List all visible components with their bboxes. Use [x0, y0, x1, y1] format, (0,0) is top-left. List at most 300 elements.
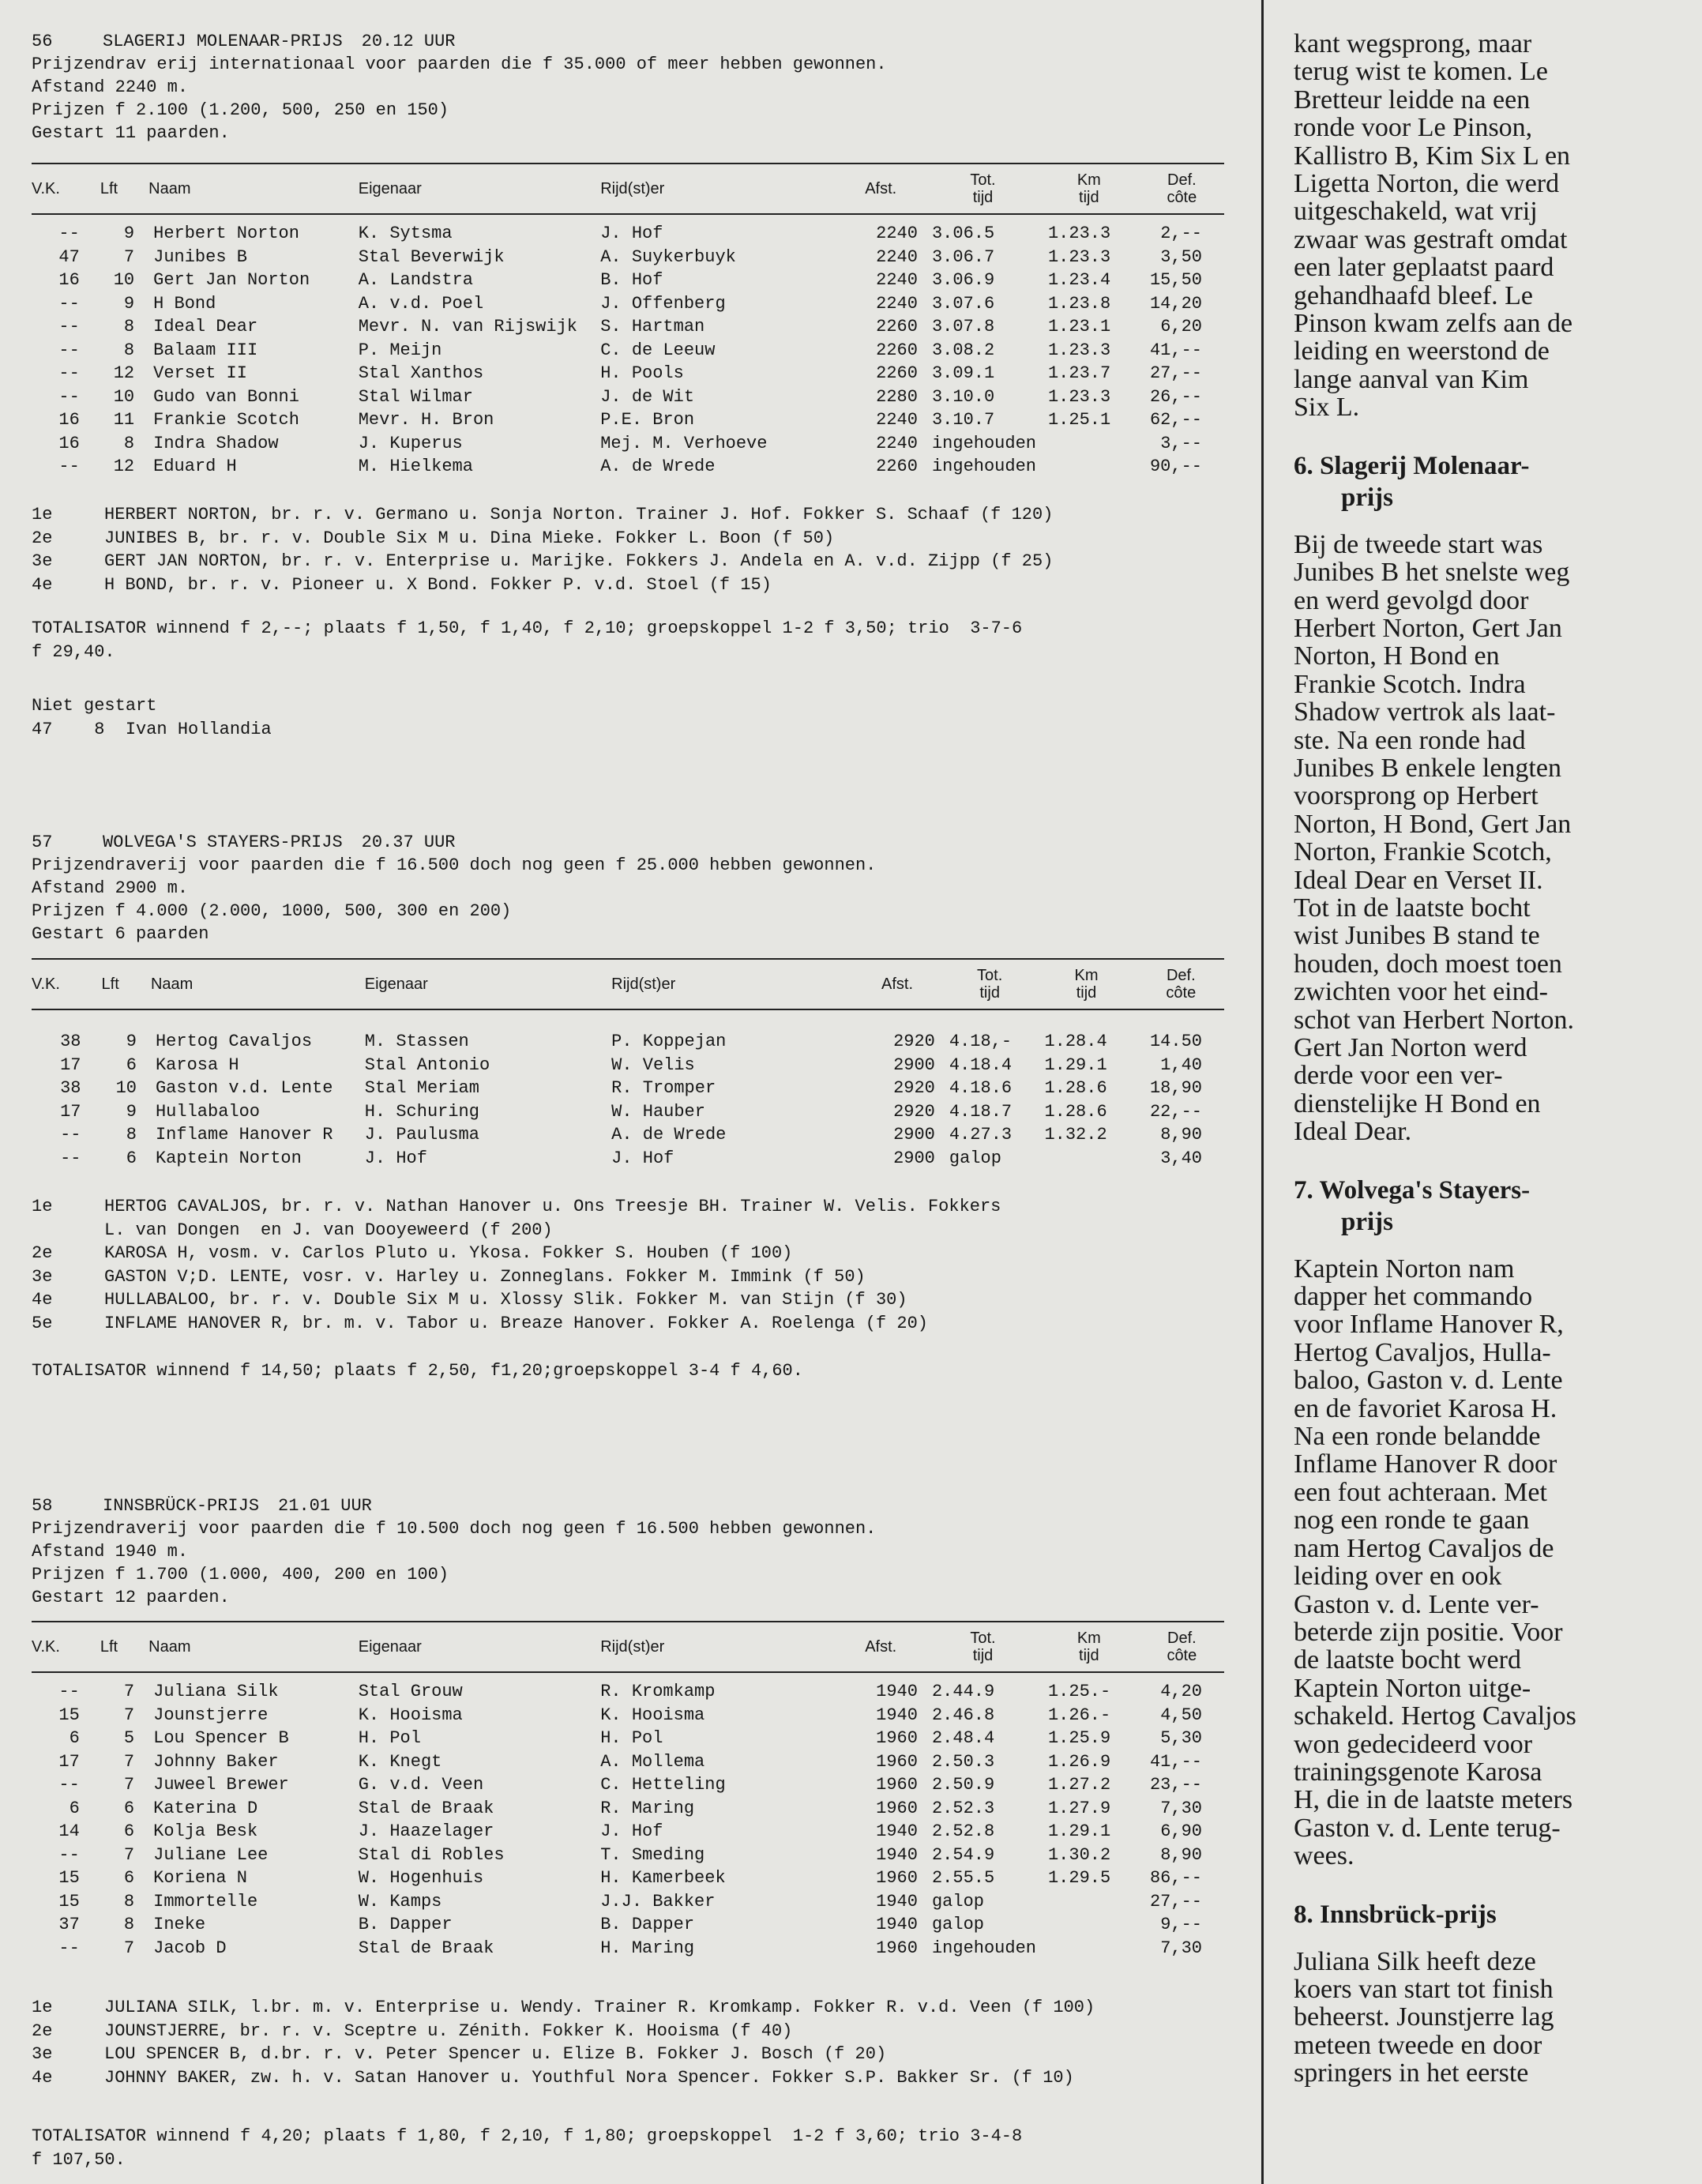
cell-def-cote: 8,90	[1160, 1844, 1202, 1865]
header-tot-tijd	[927, 1622, 1039, 1672]
totalisator-line: TOTALISATOR winnend f 14,50; plaats f 2,50, f1,20;groepskoppel 3-4 f 4,60.	[32, 1361, 803, 1381]
cell-lft: 10	[113, 270, 135, 291]
table-row	[32, 246, 1224, 269]
placing-position: 4e	[32, 1290, 53, 1310]
cell-def-cote: 41,--	[1149, 340, 1202, 360]
header-rijder	[600, 164, 834, 214]
header-def-cote	[1140, 164, 1224, 214]
commentary-line: Norton, H Bond en	[1294, 641, 1500, 671]
placing-position: 3e	[32, 551, 53, 571]
race-heading	[32, 30, 1224, 53]
cell-vk: 15	[58, 1891, 80, 1911]
cell-tot-tijd: ingehouden	[931, 1938, 1036, 1958]
race-number: 57	[32, 833, 53, 852]
cell-lft: 8	[123, 433, 135, 453]
table-row	[32, 1727, 1224, 1750]
cell-tot-tijd: 2.52.3	[931, 1798, 995, 1818]
placing-position: 2e	[32, 528, 53, 548]
cell-naam: Karosa H	[155, 1054, 239, 1075]
commentary-line: leiding over en ook	[1294, 1562, 1502, 1592]
cell-afst: 2240	[876, 433, 918, 453]
cell-naam: Frankie Scotch	[153, 410, 299, 430]
race-starters: Gestart 11 paarden.	[32, 123, 230, 143]
cell-km-tijd: 1.23.8	[1047, 293, 1111, 314]
cell-eigenaar: A. Landstra	[358, 270, 473, 291]
commentary-line: dapper het commando	[1294, 1282, 1533, 1312]
cell-tot-tijd: galop	[931, 1891, 984, 1911]
header-label: Lft	[100, 1638, 118, 1656]
header-tot-tijd	[927, 164, 1039, 214]
cell-afst: 2280	[876, 386, 918, 407]
table-row	[32, 339, 1224, 363]
cell-lft: 10	[115, 1078, 137, 1099]
header-afst	[834, 1622, 926, 1672]
commentary-line: houden, doch moest toen	[1294, 949, 1562, 979]
cell-def-cote: 14.50	[1149, 1032, 1202, 1052]
header-lft	[102, 959, 151, 1009]
table-row	[32, 385, 1224, 409]
placing-text: INFLAME HANOVER R, br. m. v. Tabor u. Breaze Hanover. Fokker A. Roelenga (f 20)	[104, 1313, 928, 1333]
cell-rijder: S. Hartman	[600, 317, 705, 337]
race-time: 21.01 UUR	[278, 1496, 372, 1516]
cell-vk: --	[58, 1938, 80, 1958]
cell-rijder: R. Kromkamp	[600, 1682, 716, 1702]
paragraph-gap	[1294, 1930, 1681, 1948]
cell-vk: --	[58, 457, 80, 477]
placing-line	[32, 527, 1224, 551]
header-label: Rijd(st)er	[611, 975, 676, 993]
commentary-line: Norton, Frankie Scotch,	[1294, 837, 1552, 867]
cell-tot-tijd: 3.07.8	[931, 317, 995, 337]
cell-lft: 6	[126, 1054, 137, 1075]
cell-naam: Kaptein Norton	[155, 1148, 302, 1168]
header-def-cote	[1138, 959, 1224, 1009]
commentary-line: springers in het eerste	[1294, 2058, 1529, 2088]
cell-km-tijd: 1.23.3	[1047, 246, 1111, 267]
race-distance: Afstand 1940 m.	[32, 1542, 189, 1562]
commentary-line: voor Inflame Hanover R,	[1294, 1310, 1564, 1340]
placing-line	[32, 1312, 1224, 1336]
placing-line	[32, 573, 1224, 597]
header-label: Afst.	[881, 975, 914, 993]
header-label: Lft	[101, 975, 119, 993]
header-label: Km	[1076, 1630, 1101, 1647]
table-row	[32, 1030, 1224, 1054]
header-vk	[32, 164, 100, 214]
cell-rijder: C. Hetteling	[600, 1775, 726, 1795]
totalisator-line: TOTALISATOR winnend f 4,20; plaats f 1,80, f 2,10, f 1,80; groepskoppel 1-2 f 3,60; trio 3-4-8	[32, 2126, 1023, 2146]
commentary-line: schot van Herbert Norton.	[1294, 1005, 1575, 1035]
cell-rijder: B. Hof	[600, 270, 663, 291]
cell-lft: 7	[123, 1705, 135, 1725]
results-table	[32, 163, 1224, 479]
cell-lft: 12	[113, 363, 135, 384]
cell-afst: 2920	[893, 1101, 935, 1122]
paragraph-gap	[1294, 1146, 1681, 1175]
cell-vk: 6	[69, 1728, 80, 1749]
race-commentary-column	[1294, 30, 1681, 2088]
cell-afst: 2920	[893, 1078, 935, 1099]
cell-rijder: R. Tromper	[611, 1078, 716, 1099]
column-divider	[1261, 0, 1264, 2184]
totalisator-line: f 29,40.	[32, 641, 115, 662]
commentary-line: Kaptein Norton uitge-	[1294, 1673, 1531, 1703]
header-label: Naam	[148, 180, 191, 197]
cell-rijder: W. Velis	[611, 1054, 695, 1075]
cell-naam: Balaam III	[153, 340, 258, 360]
commentary-line: en werd gevolgd door	[1294, 585, 1529, 615]
table-row	[32, 408, 1224, 432]
commentary-line: voorsprong op Herbert	[1294, 781, 1539, 811]
totalisator-block	[32, 1359, 1224, 1383]
header-label: Eigenaar	[364, 975, 428, 993]
cell-tot-tijd: galop	[949, 1148, 1001, 1168]
section-heading: prijs	[1341, 483, 1393, 512]
table-row	[32, 1866, 1224, 1890]
table-row	[32, 1890, 1224, 1914]
cell-afst: 2900	[893, 1148, 935, 1168]
cell-def-cote: 27,--	[1149, 363, 1202, 384]
cell-lft: 7	[123, 1751, 135, 1772]
placing-line	[32, 2043, 1224, 2066]
header-km-tijd	[1035, 959, 1137, 1009]
cell-afst: 2920	[893, 1032, 935, 1052]
cell-def-cote: 5,30	[1160, 1728, 1202, 1749]
cell-afst: 2240	[876, 293, 918, 314]
commentary-line: schakeld. Hertog Cavaljos	[1294, 1701, 1576, 1731]
cell-naam: Verset II	[153, 363, 247, 384]
cell-km-tijd: 1.23.3	[1047, 386, 1111, 407]
placing-text: HULLABALOO, br. r. v. Double Six M u. Xlossy Slik. Fokker M. van Stijn (f 30)	[104, 1290, 907, 1310]
cell-eigenaar: A. v.d. Poel	[358, 293, 484, 314]
race-conditions: Prijzendraverij voor paarden die f 10.500 doch nog geen f 16.500 hebben gewonnen.	[32, 1519, 877, 1539]
header-eigenaar	[359, 164, 600, 214]
cell-tot-tijd: 2.46.8	[931, 1705, 995, 1725]
cell-eigenaar: W. Kamps	[358, 1891, 442, 1911]
cell-def-cote: 22,--	[1149, 1101, 1202, 1122]
cell-def-cote: 3,--	[1160, 433, 1202, 453]
cell-lft: 9	[126, 1032, 137, 1052]
cell-lft: 7	[123, 1844, 135, 1865]
header-label: Km	[1076, 171, 1101, 189]
header-label: V.K.	[32, 1638, 60, 1656]
cell-naam: Hertog Cavaljos	[155, 1032, 313, 1052]
table-row	[32, 315, 1224, 339]
cell-eigenaar: Stal di Robles	[358, 1844, 505, 1865]
cell-lft: 7	[123, 1775, 135, 1795]
race-56	[32, 30, 1224, 145]
cell-rijder: H. Pools	[600, 363, 684, 384]
cell-km-tijd	[1039, 1913, 1140, 1937]
cell-naam: Eduard H	[153, 457, 237, 477]
niet-gestart-label: Niet gestart	[32, 696, 157, 716]
commentary-line: Junibes B enkele lengten	[1294, 753, 1561, 783]
commentary-line: gehandhaafd bleef. Le	[1294, 280, 1533, 310]
cell-vk: 15	[58, 1868, 80, 1889]
cell-rijder: R. Maring	[600, 1798, 695, 1818]
cell-km-tijd: 1.23.1	[1047, 317, 1111, 337]
commentary-line: meteen tweede en door	[1294, 2030, 1542, 2060]
table-row	[32, 455, 1224, 479]
cell-naam: Ineke	[153, 1915, 206, 1935]
placing-line	[32, 2066, 1224, 2090]
cell-lft: 10	[113, 386, 135, 407]
placing-text: JUNIBES B, br. r. v. Double Six M u. Dina Mieke. Fokker L. Boon (f 50)	[104, 528, 835, 548]
cell-eigenaar: Stal Meriam	[364, 1078, 479, 1099]
header-label-sub: tijd	[1076, 984, 1097, 1002]
cell-tot-tijd: 2.55.5	[931, 1868, 995, 1889]
commentary-line: uitgeschakeld, wat vrij	[1294, 197, 1538, 227]
cell-eigenaar: G. v.d. Veen	[358, 1775, 484, 1795]
cell-def-cote: 6,90	[1160, 1821, 1202, 1842]
race-time: 20.37 UUR	[361, 833, 456, 852]
commentary-line: een later geplaatst paard	[1294, 253, 1554, 283]
section-heading: 6. Slagerij Molenaar-	[1294, 451, 1530, 480]
placing-text: GASTON V;D. LENTE, vosr. v. Harley u. Zonneglans. Fokker M. Immink (f 50)	[104, 1266, 866, 1287]
cell-lft: 6	[123, 1821, 135, 1842]
placings	[32, 1996, 1224, 2089]
header-label: Def.	[1167, 171, 1197, 189]
table-row	[32, 1100, 1224, 1124]
cell-def-cote: 7,30	[1160, 1938, 1202, 1958]
cell-tot-tijd: 2.44.9	[931, 1682, 995, 1702]
cell-afst: 1960	[876, 1798, 918, 1818]
table-row	[32, 1913, 1224, 1937]
spacer	[32, 1009, 1224, 1022]
cell-def-cote: 6,20	[1160, 317, 1202, 337]
cell-eigenaar: Stal Antonio	[364, 1054, 490, 1075]
commentary-line: Herbert Norton, Gert Jan	[1294, 613, 1562, 643]
cell-eigenaar: Stal Wilmar	[358, 386, 473, 407]
cell-rijder: J. de Wit	[600, 386, 695, 407]
cell-def-cote: 2,--	[1160, 224, 1202, 244]
commentary-line: Juliana Silk heeft deze	[1294, 1946, 1536, 1976]
cell-naam: Ideal Dear	[153, 317, 258, 337]
placing-position: 1e	[32, 1197, 53, 1216]
cell-def-cote: 23,--	[1149, 1775, 1202, 1795]
cell-afst: 1940	[876, 1682, 918, 1702]
commentary-line: H, die in de laatste meters	[1294, 1785, 1573, 1815]
race-conditions: Prijzendraverij voor paarden die f 16.500 doch nog geen f 25.000 hebben gewonnen.	[32, 855, 877, 875]
cell-lft: 6	[126, 1148, 137, 1168]
race-number: 56	[32, 32, 53, 51]
header-label: V.K.	[32, 975, 60, 993]
cell-naam: Gaston v.d. Lente	[155, 1078, 333, 1099]
cell-tot-tijd: 3.07.6	[931, 293, 995, 314]
cell-afst: 2240	[876, 270, 918, 291]
cell-afst: 1940	[876, 1844, 918, 1865]
cell-naam: Herbert Norton	[153, 224, 299, 244]
commentary-line: Bretteur leidde na een	[1294, 85, 1531, 115]
header-label: Tot.	[970, 171, 996, 189]
commentary-line: Tot in de laatste bocht	[1294, 893, 1531, 923]
cell-def-cote: 15,50	[1149, 270, 1202, 291]
paragraph-gap	[1294, 513, 1681, 531]
totalisator-line: TOTALISATOR winnend f 2,--; plaats f 1,50, f 1,40, f 2,10; groepskoppel 1-2 f 3,50; trio 3-7-6	[32, 618, 1023, 638]
cell-km-tijd: 1.29.5	[1047, 1868, 1111, 1889]
placing-text: JOUNSTJERRE, br. r. v. Sceptre u. Zénith. Fokker K. Hooisma (f 40)	[104, 2020, 793, 2041]
section-heading: 7. Wolvega's Stayers-	[1294, 1175, 1531, 1205]
commentary-line: Ideal Dear en Verset II.	[1294, 865, 1543, 895]
header-afst	[834, 164, 926, 214]
cell-km-tijd: 1.26.9	[1047, 1751, 1111, 1772]
cell-afst: 2900	[893, 1125, 935, 1145]
cell-def-cote: 8,90	[1160, 1125, 1202, 1145]
cell-rijder: A. de Wrede	[611, 1125, 727, 1145]
commentary-line: beterde zijn positie. Voor	[1294, 1617, 1563, 1647]
table-row	[32, 1750, 1224, 1774]
placing-position: 3e	[32, 2044, 53, 2064]
cell-lft: 5	[123, 1728, 135, 1749]
placing-text: JULIANA SILK, l.br. m. v. Enterprise u. Wendy. Trainer R. Kromkamp. Fokker R. v.d. Veen (f 100)	[104, 1998, 1095, 2017]
commentary-line: Na een ronde belandde	[1294, 1422, 1541, 1452]
paragraph-gap	[1294, 1238, 1681, 1255]
placing-position: 3e	[32, 1266, 53, 1287]
cell-tot-tijd: ingehouden	[931, 433, 1036, 453]
header-label: Naam	[148, 1638, 191, 1656]
cell-km-tijd: 1.27.9	[1047, 1798, 1111, 1818]
cell-def-cote: 18,90	[1149, 1078, 1202, 1099]
cell-def-cote: 4,50	[1160, 1705, 1202, 1725]
placing-line	[32, 550, 1224, 573]
placings	[32, 503, 1224, 596]
commentary-line: Gert Jan Norton werd	[1294, 1033, 1527, 1062]
cell-naam: Juliane Lee	[153, 1844, 269, 1865]
cell-eigenaar: M. Hielkema	[358, 457, 473, 477]
cell-vk: 16	[58, 433, 80, 453]
cell-eigenaar: B. Dapper	[358, 1915, 453, 1935]
cell-afst: 2260	[876, 363, 918, 384]
commentary-line: Kallistro B, Kim Six L en	[1294, 141, 1571, 171]
cell-naam: Johnny Baker	[153, 1751, 279, 1772]
commentary-line: een fout achteraan. Met	[1294, 1477, 1547, 1507]
cell-afst: 1940	[876, 1891, 918, 1911]
cell-eigenaar: K. Hooisma	[358, 1705, 463, 1725]
cell-afst: 1960	[876, 1775, 918, 1795]
placings	[32, 1195, 1224, 1335]
cell-def-cote: 7,30	[1160, 1798, 1202, 1818]
header-def-cote	[1140, 1622, 1224, 1672]
cell-lft: 8	[123, 1891, 135, 1911]
cell-vk: 37	[58, 1915, 80, 1935]
race-prizes: Prijzen f 1.700 (1.000, 400, 200 en 100)	[32, 1565, 449, 1584]
cell-tot-tijd: 2.50.9	[931, 1775, 995, 1795]
cell-tot-tijd: 2.52.8	[931, 1821, 995, 1842]
placing-text: HERBERT NORTON, br. r. v. Germano u. Sonja Norton. Trainer J. Hof. Fokker S. Schaaf (f 120)	[104, 505, 1054, 524]
header-rijder	[611, 959, 850, 1009]
header-label-sub: côte	[1167, 189, 1197, 206]
placing-line	[32, 1288, 1224, 1312]
cell-rijder: J. Hof	[611, 1148, 674, 1168]
cell-lft: 9	[126, 1101, 137, 1122]
cell-km-tijd: 1.25.9	[1047, 1728, 1111, 1749]
commentary-line: Norton, H Bond, Gert Jan	[1294, 809, 1572, 839]
cell-eigenaar: W. Hogenhuis	[358, 1868, 484, 1889]
cell-km-tijd: 1.30.2	[1047, 1844, 1111, 1865]
race-58	[32, 1494, 1224, 1609]
cell-rijder: Mej. M. Verhoeve	[600, 433, 768, 453]
cell-vk: 17	[60, 1054, 81, 1075]
cell-rijder: J. Hof	[600, 224, 663, 244]
table-row	[32, 1773, 1224, 1797]
race-number: 58	[32, 1496, 53, 1516]
commentary-line: leiding en weerstond de	[1294, 336, 1550, 367]
table-row	[32, 1077, 1224, 1100]
cell-eigenaar: Mevr. H. Bron	[358, 410, 494, 430]
header-label: Naam	[150, 975, 193, 993]
cell-def-cote: 27,--	[1149, 1891, 1202, 1911]
cell-rijder: T. Smeding	[600, 1844, 705, 1865]
cell-tot-tijd: ingehouden	[931, 457, 1036, 477]
placing-position: 1e	[32, 1998, 53, 2017]
header-label-sub: côte	[1166, 984, 1197, 1002]
cell-lft: 8	[123, 340, 135, 360]
header-label: Rijd(st)er	[600, 180, 665, 197]
cell-def-cote: 4,20	[1160, 1682, 1202, 1702]
cell-vk: 16	[58, 410, 80, 430]
cell-tot-tijd: 2.50.3	[931, 1751, 995, 1772]
cell-eigenaar: Mevr. N. van Rijswijk	[358, 317, 577, 337]
cell-eigenaar: K. Sytsma	[358, 224, 453, 244]
header-naam	[148, 1622, 359, 1672]
header-lft	[100, 164, 148, 214]
cell-vk: 15	[58, 1705, 80, 1725]
placing-position: 2e	[32, 2020, 53, 2041]
cell-tot-tijd: 3.10.0	[931, 386, 995, 407]
commentary-line: derde voor een ver-	[1294, 1061, 1503, 1091]
cell-vk: 38	[60, 1078, 81, 1099]
cell-tot-tijd: 3.08.2	[931, 340, 995, 360]
commentary-line: baloo, Gaston v. d. Lente	[1294, 1366, 1563, 1396]
cell-afst: 2240	[876, 410, 918, 430]
cell-km-tijd: 1.23.3	[1047, 224, 1111, 244]
commentary-line: Junibes B het snelste weg	[1294, 558, 1570, 588]
cell-eigenaar: H. Pol	[358, 1728, 421, 1749]
cell-naam: Hullabaloo	[155, 1101, 261, 1122]
table-row	[32, 1123, 1224, 1147]
race-conditions: Prijzendrav erij internationaal voor paarden die f 35.000 of meer hebben gewonnen.	[32, 55, 887, 74]
cell-afst: 2260	[876, 340, 918, 360]
cell-rijder: J.J. Bakker	[600, 1891, 716, 1911]
commentary-line: Ligetta Norton, die werd	[1294, 169, 1560, 199]
cell-vk: --	[58, 317, 80, 337]
cell-eigenaar: K. Knegt	[358, 1751, 442, 1772]
results-table	[32, 958, 1224, 1170]
cell-km-tijd: 1.28.6	[1044, 1101, 1107, 1122]
commentary-line: dienstelijke H Bond en	[1294, 1088, 1541, 1118]
cell-eigenaar: H. Schuring	[364, 1101, 479, 1122]
cell-vk: --	[58, 363, 80, 384]
header-label: Def.	[1166, 967, 1196, 984]
placing-line	[32, 1996, 1224, 2020]
header-label: Rijd(st)er	[600, 1638, 665, 1656]
placing-text: JOHNNY BAKER, zw. h. v. Satan Hanover u. Youthful Nora Spencer. Fokker S.P. Bakker Sr. (f 10)	[104, 2067, 1074, 2088]
commentary-line: ste. Na een ronde had	[1294, 725, 1526, 755]
cell-def-cote: 14,20	[1149, 293, 1202, 314]
header-eigenaar	[365, 959, 611, 1009]
cell-rijder: A. de Wrede	[600, 457, 716, 477]
placing-line	[32, 1242, 1224, 1265]
cell-def-cote: 3,50	[1160, 246, 1202, 267]
header-label-sub: côte	[1167, 1647, 1197, 1664]
cell-rijder: A. Suykerbuyk	[600, 246, 736, 267]
cell-lft: 12	[113, 457, 135, 477]
cell-naam: Juweel Brewer	[153, 1775, 289, 1795]
cell-naam: Juliana Silk	[153, 1682, 279, 1702]
cell-vk: --	[58, 224, 80, 244]
cell-rijder: K. Hooisma	[600, 1705, 705, 1725]
race-heading	[32, 1494, 1224, 1517]
